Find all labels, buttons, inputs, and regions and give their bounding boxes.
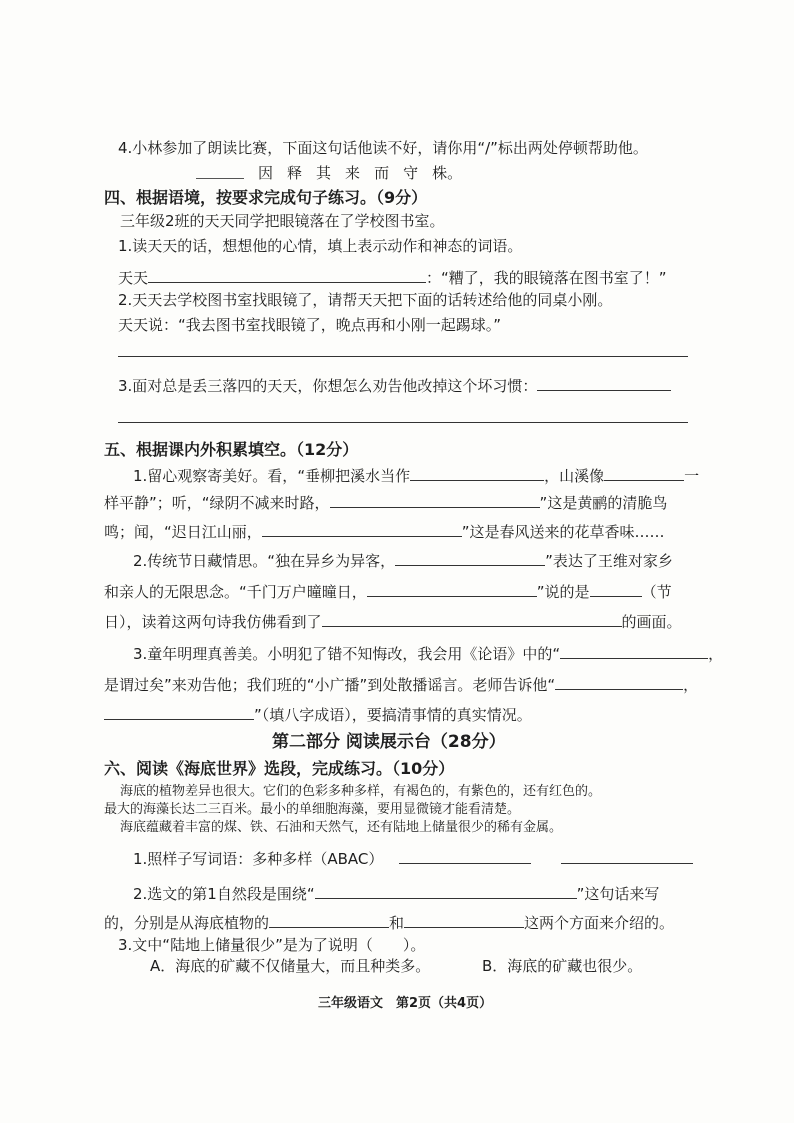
q4-prompt: 4.小林参加了朗读比赛，下面这句话他读不好，请你用“/”标出两处停顿帮助他。 bbox=[118, 139, 648, 157]
s4-q1: 1.读天天的话，想想他的心情，填上表示动作和神态的词语。 bbox=[118, 237, 523, 255]
s4-q1-suffix: ：“糟了，我的眼镜落在图书室了！” bbox=[426, 269, 667, 287]
text: ，山溪像 bbox=[544, 467, 605, 485]
section-4-heading: 四、根据语境，按要求完成句子练习。（9分） bbox=[104, 188, 428, 207]
s5-line-8 bbox=[104, 674, 698, 695]
text: 样平静”；听，“绿阴不减来时路， bbox=[104, 494, 330, 512]
text: 这两个方面来介绍的。 bbox=[524, 914, 675, 932]
s5-line-6 bbox=[104, 611, 682, 632]
q4-char[interactable]: 其 bbox=[316, 164, 332, 182]
s4-q3-text: 3.面对总是丢三落四的天天，你想怎么劝告他改掉这个坏习惯： bbox=[118, 377, 538, 395]
section-6-heading: 六、阅读《海底世界》选段，完成练习。（10分） bbox=[104, 759, 455, 778]
option-a[interactable]: A．海底的矿藏不仅储量大，而且种类多。 bbox=[150, 957, 431, 975]
text: 3.童年明理真善美。小明犯了错不知悔改，我会用《论语》中的“ bbox=[133, 645, 561, 663]
text: ， bbox=[708, 645, 724, 663]
text: ”这是黄鹂的清脆鸟 bbox=[539, 494, 668, 512]
s4-q2-answer-blank[interactable] bbox=[118, 356, 688, 357]
blank[interactable] bbox=[561, 848, 693, 864]
q4-sentence bbox=[196, 163, 476, 183]
blank[interactable] bbox=[399, 848, 531, 864]
passage-p1-line1: 海底的植物差异也很大。它们的色彩多种多样，有褐色的，有紫色的，还有红色的。 bbox=[120, 784, 602, 799]
blank[interactable] bbox=[410, 465, 544, 481]
s5-line-1 bbox=[133, 465, 699, 486]
blank[interactable] bbox=[604, 465, 684, 481]
option-b[interactable]: B．海底的矿藏也很少。 bbox=[482, 957, 643, 975]
text: ”（填八字成语），要搞清事情的真实情况。 bbox=[254, 706, 532, 724]
s5-line-4 bbox=[133, 550, 673, 571]
blank[interactable] bbox=[104, 704, 254, 720]
q4-char[interactable]: 因 bbox=[258, 164, 274, 182]
text: ”表达了王维对家乡 bbox=[545, 552, 673, 570]
blank[interactable] bbox=[322, 611, 622, 627]
blank[interactable] bbox=[367, 581, 537, 597]
s6-q2 bbox=[133, 883, 659, 904]
page-footer: 三年级语文 第2页（共4页） bbox=[318, 996, 493, 1011]
section-5-heading: 五、根据课内外积累填空。（12分） bbox=[104, 440, 359, 459]
text: 一 bbox=[684, 467, 700, 485]
s4-q3 bbox=[118, 375, 671, 396]
s5-line-9 bbox=[104, 704, 532, 725]
q4-char[interactable]: 释 bbox=[287, 164, 303, 182]
s4-q3-blank[interactable] bbox=[537, 375, 671, 391]
text: 日），读着这两句诗我仿佛看到了 bbox=[104, 613, 322, 631]
q4-char[interactable]: 来 bbox=[345, 164, 361, 182]
text: 的，分别是从海底植物的 bbox=[104, 914, 270, 932]
s5-line-2 bbox=[104, 492, 667, 513]
s5-line-7 bbox=[133, 643, 723, 664]
s4-q3-answer-blank[interactable] bbox=[118, 422, 688, 423]
blank[interactable] bbox=[315, 883, 577, 899]
s4-q1-blank[interactable] bbox=[148, 267, 426, 283]
text: 是谓过矣”来劝告他；我们班的“小广播”到处散播谣言。老师告诉他“ bbox=[104, 676, 556, 694]
s4-q2: 2.天天去学校图书室找眼镜了，请帮天天把下面的话转述给他的同桌小刚。 bbox=[118, 291, 613, 309]
text: 和亲人的无限思念。“千门万户曈曈日， bbox=[104, 583, 367, 601]
q4-char[interactable]: 株。 bbox=[432, 164, 463, 182]
text: ”说的是 bbox=[536, 583, 590, 601]
text: ， bbox=[683, 676, 699, 694]
blank[interactable] bbox=[560, 643, 708, 659]
s6-q3: 3.文中“陆地上储量很少”是为了说明（ ）。 bbox=[118, 936, 426, 954]
text: （节 bbox=[641, 583, 672, 601]
passage-p2: 海底蕴藏着丰富的煤、铁、石油和天然气，还有陆地上储量很少的稀有金属。 bbox=[120, 820, 563, 835]
blank[interactable] bbox=[555, 674, 683, 690]
text: 2.传统节日藏情思。“独在异乡为异客， bbox=[133, 552, 396, 570]
dash-lead bbox=[196, 168, 244, 179]
s5-line-3 bbox=[104, 521, 665, 542]
text: 1.照样子写词语：多种多样（ABAC） bbox=[133, 850, 384, 868]
blank[interactable] bbox=[262, 521, 462, 537]
blank[interactable] bbox=[330, 492, 540, 508]
s6-q2-cont bbox=[104, 912, 674, 933]
q4-char[interactable]: 而 bbox=[374, 164, 390, 182]
text: 鸣；闻，“迟日江山丽， bbox=[104, 523, 262, 541]
part-2-heading: 第二部分 阅读展示台（28分） bbox=[272, 732, 506, 752]
s4-q1-prefix: 天天 bbox=[118, 269, 149, 287]
text: 2.选文的第1自然段是围绕“ bbox=[133, 885, 315, 903]
text: 和 bbox=[389, 914, 405, 932]
s4-q1-answer-line bbox=[118, 267, 667, 288]
s5-line-5 bbox=[104, 581, 672, 602]
text: ”这句话来写 bbox=[576, 885, 660, 903]
passage-p1-line2: 最大的海藻长达二三百米。最小的单细胞海藻，要用显微镜才能看清楚。 bbox=[104, 802, 521, 817]
s6-q1 bbox=[133, 848, 693, 869]
text: 1.留心观察寄美好。看，“垂柳把溪水当作 bbox=[133, 467, 411, 485]
text: 的画面。 bbox=[621, 613, 682, 631]
blank[interactable] bbox=[269, 912, 389, 928]
text: ”这是春风送来的花草香味…… bbox=[461, 523, 665, 541]
blank[interactable] bbox=[404, 912, 524, 928]
s4-q2-quote: 天天说：“我去图书室找眼镜了，晚点再和小刚一起踢球。” bbox=[118, 316, 502, 334]
section-4-intro: 三年级2班的天天同学把眼镜落在了学校图书室。 bbox=[120, 212, 445, 230]
blank[interactable] bbox=[395, 550, 545, 566]
q4-char[interactable]: 守 bbox=[403, 164, 419, 182]
blank[interactable] bbox=[590, 581, 642, 597]
